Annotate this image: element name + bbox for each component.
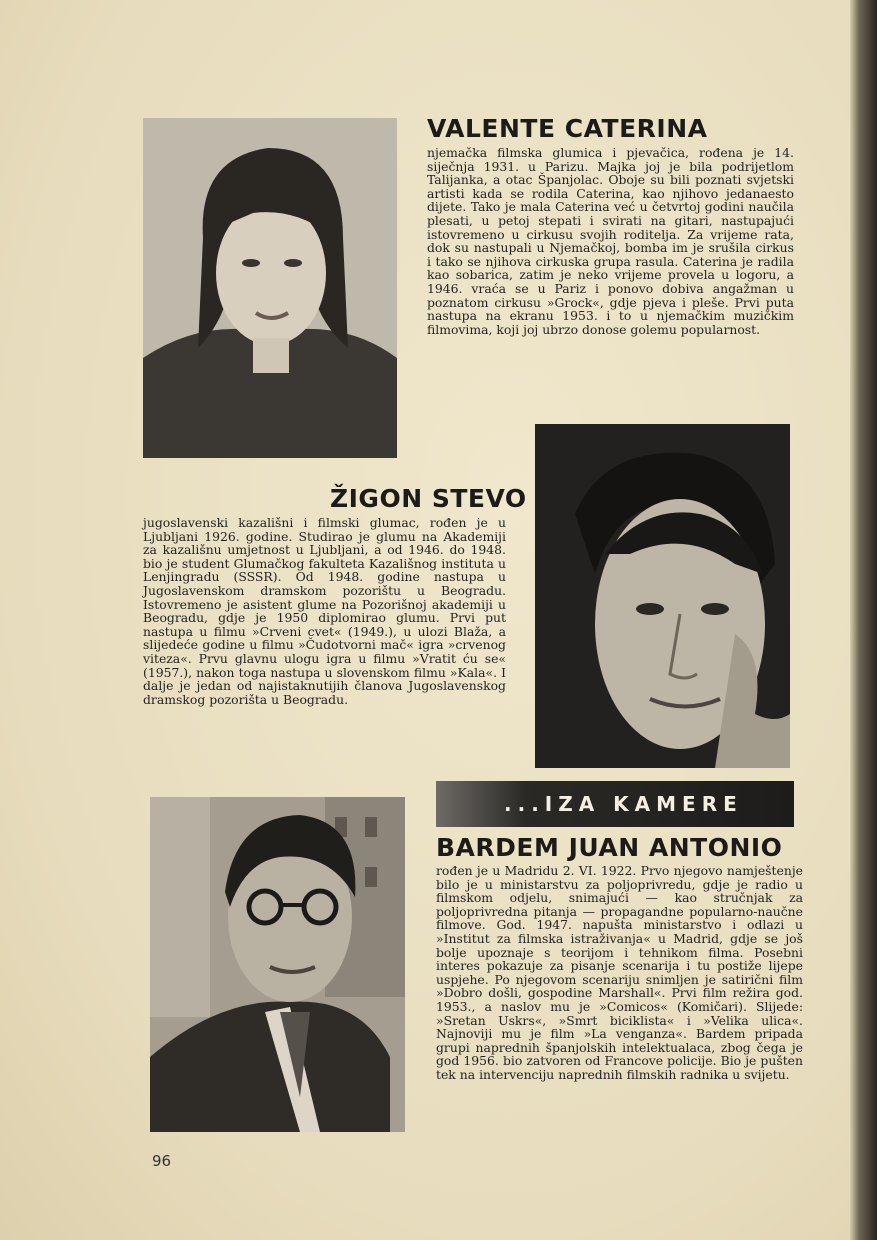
page-number: 96 <box>152 1152 172 1170</box>
entry-bio: jugoslavenski kazališni i filmski glumac, rođen je u Ljubljani 1926. godine. Studirao je glumu na Akademiji za kazališnu umjetnost u Ljubljani, a od 1946. do 1948. bio je student Glumačkog fakulteta Kazališnog instituta u Lenjingradu (SSSR). Od 1948. godine nastupa u Jugoslavenskom dramskom pozorištu u Beogradu. Istovremeno je asistent glume na Pozorišnoj akademiji u Beogradu, gdje je 1950 diplomirao glumu. Prvi put nastupa u filmu »Crveni cvet« (1949.), u ulozi Blaža, a slijedeće godine u filmu »Čudotvorni mač« igra »crvenog viteza«. Prvu glavnu ulogu igra u filmu »Vratit ću se« (1957.), nakon toga nastupa u slovenskom filmu »Kala«. I dalje je jedan od najistaknutijih članova Jugoslavenskog dramskog pozorišta u Beogradu. <box>143 515 506 707</box>
book-spine-edge <box>850 0 877 1240</box>
entry-bio: njemačka filmska glumica i pjevačica, rođena je 14. siječnja 1931. u Parizu. Majka joj je bila podrijetlom Talijanka, a otac Španjolac. Oboje su bili poznati svjetski artisti kada se rodila Caterina, kao njihovo jedanaesto dijete. Tako je mala Caterina već u četvrtoj godini naučila plesati, u petoj stepati i svirati na gitari, nastupajući istovremeno u cirkusu svojih roditelja. Za vrijeme rata, dok su nastupali u Njemačkoj, bomba im je srušila cirkus i tako se njihova cirkuska grupa rasula. Caterina je radila kao sobarica, zatim je neko vrijeme provela u logoru, a 1946. vraća se u Pariz i ponovo dobiva angažman u poznatom cirkusu »Grock«, gdje pjeva i pleše. Prvi puta nastupa na ekranu 1953. i to u njemačkim muzičkim filmovima, koji joj ubrzo donose golemu popularnost. <box>427 145 794 337</box>
entry-bio: rođen je u Madridu 2. VI. 1922. Prvo njegovo namještenje bilo je u ministarstvu za poljoprivredu, gdje je radio u filmskom odjelu, snimajući — kao stručnjak za poljoprivredna pitanja — propagandne popularno-naučne filmove. God. 1947. napušta ministarstvo i odlazi u »Institut za filmska istraživanja« u Madrid, gdje se još bolje upoznaje s teorijom i tehnikom filma. Posebni interes pokazuje za pisanje scenarija i tu postiže lijepe uspjehe. Po njegovom scenariju snimljen je satirični film »Dobro došli, gospodine Marshall«. Prvi film režira god. 1953., a naslov mu je »Comicos« (Komičari). Slijede: »Sretan Uskrs«, »Smrt biciklista« i »Velika ulica«. Najnoviji mu je film »La venganza«. Bardem pripada grupi naprednih španjolskih intelektualaca, zbog čega je god 1956. bio zatvoren od Francove policije. Bio je pušten tek na intervenciju naprednih filmskih radnika u svijetu. <box>436 863 803 1082</box>
portrait-valente-caterina <box>143 118 397 458</box>
entry-title: VALENTE CATERINA <box>427 114 708 143</box>
section-banner: ...IZA KAMERE <box>436 781 794 827</box>
entry-title: ŽIGON STEVO <box>330 484 527 513</box>
portrait-zigon-stevo <box>535 424 790 768</box>
portrait-bardem-juan-antonio <box>150 797 405 1132</box>
entry-title: BARDEM JUAN ANTONIO <box>436 833 783 862</box>
